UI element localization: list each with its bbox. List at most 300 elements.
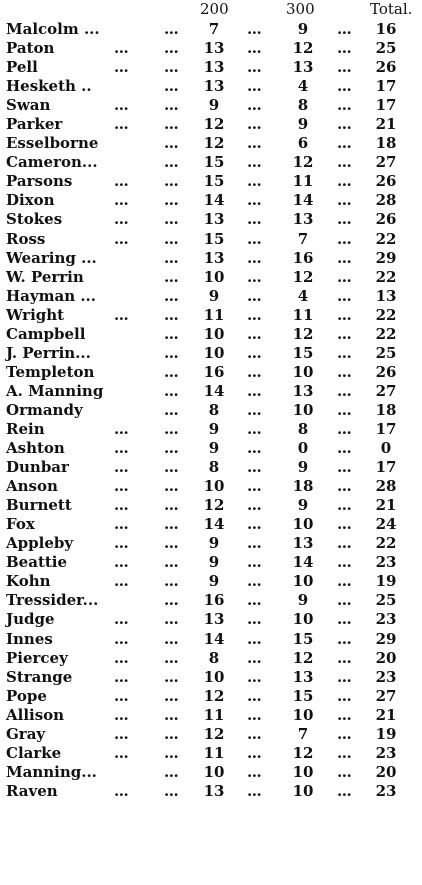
score-300: 13 (292, 381, 314, 400)
shooter-name: Hayman ... (6, 286, 96, 305)
leader-dots: ... (114, 58, 129, 77)
leader-dots: ... (247, 58, 262, 77)
score-200: 13 (203, 248, 225, 267)
score-total: 23 (375, 667, 397, 686)
score-total: 26 (375, 58, 397, 77)
score-300: 9 (297, 591, 309, 610)
score-300: 12 (292, 39, 314, 58)
shooter-name: Raven (6, 781, 58, 800)
leader-dots: ... (247, 20, 262, 38)
leader-dots: ... (247, 629, 262, 648)
score-300: 10 (292, 515, 314, 534)
leader-dots: ... (247, 686, 262, 705)
shooter-name: Paton (6, 39, 55, 58)
score-total: 13 (375, 286, 397, 305)
score-300: 13 (292, 58, 314, 77)
leader-dots: ... (114, 724, 129, 743)
shooter-name: Manning... (6, 762, 97, 781)
leader-dots: ... (114, 210, 129, 229)
leader-dots: ... (247, 553, 262, 572)
table-row (0, 153, 422, 172)
shooter-name: Stokes (6, 210, 63, 229)
leader-dots: ... (164, 115, 179, 134)
leader-dots: ... (337, 439, 352, 458)
table-row (0, 306, 422, 325)
score-300: 10 (292, 400, 314, 419)
score-total: 22 (375, 267, 397, 286)
score-total: 23 (375, 743, 397, 762)
score-200: 10 (203, 267, 225, 286)
leader-dots: ... (247, 77, 262, 96)
leader-dots: ... (114, 553, 129, 572)
leader-dots: ... (337, 153, 352, 172)
leader-dots: ... (247, 419, 262, 438)
score-total: 27 (375, 686, 397, 705)
leader-dots: ... (114, 534, 129, 553)
leader-dots: ... (337, 458, 352, 477)
leader-dots: ... (114, 419, 129, 438)
score-300: 12 (292, 153, 314, 172)
score-total: 19 (375, 572, 397, 591)
score-total: 28 (375, 191, 397, 210)
leader-dots: ... (114, 648, 129, 667)
table-row (0, 725, 422, 744)
leader-dots: ... (337, 267, 352, 286)
score-200: 14 (203, 191, 225, 210)
score-300: 10 (292, 762, 314, 781)
leader-dots: ... (247, 115, 262, 134)
leader-dots: ... (247, 191, 262, 210)
score-200: 10 (203, 343, 225, 362)
score-200: 8 (208, 648, 220, 667)
leader-dots: ... (247, 343, 262, 362)
table-row (0, 268, 422, 287)
leader-dots: ... (114, 667, 129, 686)
leader-dots: ... (337, 96, 352, 115)
leader-dots: ... (114, 781, 129, 800)
score-200: 14 (203, 629, 225, 648)
leader-dots: ... (114, 96, 129, 115)
leader-dots: ... (247, 248, 262, 267)
leader-dots: ... (164, 210, 179, 229)
score-200: 13 (203, 610, 225, 629)
table-row (0, 191, 422, 210)
shooter-name: Burnett (6, 496, 72, 515)
score-total: 25 (375, 39, 397, 58)
score-total: 17 (375, 96, 397, 115)
shooter-name: Piercey (6, 648, 68, 667)
leader-dots: ... (337, 210, 352, 229)
leader-dots: ... (247, 400, 262, 419)
shooter-name: J. Perrin... (6, 343, 91, 362)
table-row (0, 477, 422, 496)
leader-dots: ... (114, 743, 129, 762)
table-row (0, 515, 422, 534)
shooter-name: Cameron... (6, 153, 98, 172)
shooter-name: Swan (6, 96, 51, 115)
leader-dots: ... (164, 667, 179, 686)
leader-dots: ... (114, 439, 129, 458)
shooter-name: W. Perrin (6, 267, 84, 286)
score-200: 7 (208, 20, 220, 38)
score-200: 15 (203, 229, 225, 248)
leader-dots: ... (337, 324, 352, 343)
shooter-name: Clarke (6, 743, 62, 762)
leader-dots: ... (164, 191, 179, 210)
score-300: 18 (292, 477, 314, 496)
leader-dots: ... (247, 477, 262, 496)
leader-dots: ... (164, 496, 179, 515)
score-300: 9 (297, 20, 309, 38)
score-200: 9 (208, 96, 220, 115)
shooter-name: Dunbar (6, 458, 69, 477)
leader-dots: ... (164, 572, 179, 591)
leader-dots: ... (247, 39, 262, 58)
table-row (0, 782, 422, 801)
score-total: 20 (375, 762, 397, 781)
score-200: 16 (203, 591, 225, 610)
score-total: 17 (375, 458, 397, 477)
leader-dots: ... (247, 724, 262, 743)
leader-dots: ... (337, 534, 352, 553)
shooter-name: Campbell (6, 324, 86, 343)
shooter-name: Fox (6, 515, 35, 534)
score-200: 11 (203, 705, 225, 724)
score-200: 10 (203, 324, 225, 343)
score-300: 12 (292, 648, 314, 667)
score-300: 9 (297, 115, 309, 134)
shooter-name: Parsons (6, 172, 73, 191)
table-row (0, 572, 422, 591)
table-row (0, 287, 422, 306)
table-row (0, 668, 422, 687)
leader-dots: ... (337, 381, 352, 400)
score-total: 21 (375, 705, 397, 724)
score-200: 12 (203, 496, 225, 515)
score-total: 26 (375, 172, 397, 191)
score-300: 11 (292, 305, 314, 324)
leader-dots: ... (164, 39, 179, 58)
score-300: 13 (292, 534, 314, 553)
leader-dots: ... (337, 362, 352, 381)
shooter-name: Tressider... (6, 591, 99, 610)
leader-dots: ... (164, 286, 179, 305)
score-300: 7 (297, 229, 309, 248)
shooter-name: Beattie (6, 553, 68, 572)
leader-dots: ... (164, 705, 179, 724)
leader-dots: ... (114, 115, 129, 134)
table-row (0, 706, 422, 725)
leader-dots: ... (247, 210, 262, 229)
score-300: 10 (292, 781, 314, 800)
leader-dots: ... (164, 229, 179, 248)
shooter-name: Kohn (6, 572, 51, 591)
score-300: 4 (297, 286, 309, 305)
score-total: 29 (375, 629, 397, 648)
leader-dots: ... (114, 610, 129, 629)
table-row (0, 382, 422, 401)
leader-dots: ... (337, 705, 352, 724)
leader-dots: ... (164, 248, 179, 267)
score-300: 8 (297, 419, 309, 438)
leader-dots: ... (247, 572, 262, 591)
score-total: 23 (375, 610, 397, 629)
score-200: 13 (203, 210, 225, 229)
table-row (0, 96, 422, 115)
table-row (0, 325, 422, 344)
score-total: 23 (375, 781, 397, 800)
score-total: 27 (375, 153, 397, 172)
leader-dots: ... (337, 134, 352, 153)
score-300: 10 (292, 610, 314, 629)
leader-dots: ... (247, 515, 262, 534)
shooter-name: Anson (6, 477, 58, 496)
shooter-name: Pell (6, 58, 38, 77)
score-200: 10 (203, 762, 225, 781)
score-total: 21 (375, 115, 397, 134)
leader-dots: ... (164, 648, 179, 667)
table-row (0, 115, 422, 134)
leader-dots: ... (114, 172, 129, 191)
leader-dots: ... (164, 743, 179, 762)
score-total: 18 (375, 134, 397, 153)
table-row (0, 458, 422, 477)
shooter-name: A. Manning (6, 381, 104, 400)
leader-dots: ... (114, 39, 129, 58)
leader-dots: ... (247, 153, 262, 172)
table-row (0, 744, 422, 763)
shooter-name: Rein (6, 419, 45, 438)
score-200: 13 (203, 781, 225, 800)
score-300: 7 (297, 724, 309, 743)
shooter-name: Ashton (6, 439, 65, 458)
score-total: 29 (375, 248, 397, 267)
leader-dots: ... (247, 267, 262, 286)
leader-dots: ... (337, 515, 352, 534)
shooter-name: Allison (6, 705, 65, 724)
leader-dots: ... (247, 96, 262, 115)
leader-dots: ... (164, 515, 179, 534)
score-200: 13 (203, 58, 225, 77)
score-300: 12 (292, 267, 314, 286)
leader-dots: ... (164, 400, 179, 419)
header-total: Total. (370, 0, 413, 18)
score-200: 9 (208, 439, 220, 458)
table-row (0, 420, 422, 439)
score-200: 14 (203, 381, 225, 400)
table-row (0, 401, 422, 420)
leader-dots: ... (164, 781, 179, 800)
table-row (0, 249, 422, 268)
leader-dots: ... (247, 134, 262, 153)
leader-dots: ... (247, 324, 262, 343)
leader-dots: ... (337, 343, 352, 362)
score-total: 16 (375, 20, 397, 38)
leader-dots: ... (337, 305, 352, 324)
leader-dots: ... (337, 496, 352, 515)
score-300: 9 (297, 458, 309, 477)
score-total: 25 (375, 343, 397, 362)
shooter-name: Pope (6, 686, 47, 705)
leader-dots: ... (114, 458, 129, 477)
leader-dots: ... (164, 439, 179, 458)
leader-dots: ... (337, 648, 352, 667)
score-300: 4 (297, 77, 309, 96)
leader-dots: ... (164, 686, 179, 705)
leader-dots: ... (164, 591, 179, 610)
score-total: 25 (375, 591, 397, 610)
score-200: 12 (203, 686, 225, 705)
score-200: 12 (203, 724, 225, 743)
leader-dots: ... (164, 172, 179, 191)
score-200: 15 (203, 172, 225, 191)
score-total: 26 (375, 362, 397, 381)
table-row (0, 210, 422, 229)
score-300: 10 (292, 572, 314, 591)
table-row (0, 630, 422, 649)
shooter-name: Strange (6, 667, 73, 686)
leader-dots: ... (247, 591, 262, 610)
leader-dots: ... (337, 762, 352, 781)
leader-dots: ... (337, 229, 352, 248)
leader-dots: ... (114, 496, 129, 515)
leader-dots: ... (337, 667, 352, 686)
score-200: 9 (208, 286, 220, 305)
shooter-name: Templeton (6, 362, 95, 381)
score-200: 13 (203, 39, 225, 58)
score-200: 11 (203, 743, 225, 762)
score-200: 9 (208, 572, 220, 591)
leader-dots: ... (164, 20, 179, 38)
table-row (0, 763, 422, 782)
shooter-name: Malcolm ... (6, 20, 100, 38)
score-300: 14 (292, 553, 314, 572)
leader-dots: ... (337, 115, 352, 134)
score-total: 24 (375, 515, 397, 534)
leader-dots: ... (164, 77, 179, 96)
leader-dots: ... (247, 362, 262, 381)
leader-dots: ... (164, 762, 179, 781)
score-total: 27 (375, 381, 397, 400)
leader-dots: ... (247, 667, 262, 686)
leader-dots: ... (337, 286, 352, 305)
table-row (0, 610, 422, 629)
leader-dots: ... (164, 419, 179, 438)
leader-dots: ... (247, 229, 262, 248)
score-300: 10 (292, 705, 314, 724)
score-total: 17 (375, 77, 397, 96)
score-total: 28 (375, 477, 397, 496)
leader-dots: ... (114, 191, 129, 210)
score-total: 22 (375, 324, 397, 343)
leader-dots: ... (337, 248, 352, 267)
score-200: 13 (203, 77, 225, 96)
leader-dots: ... (164, 724, 179, 743)
leader-dots: ... (337, 172, 352, 191)
shooter-name: Dixon (6, 191, 55, 210)
leader-dots: ... (247, 439, 262, 458)
score-total: 0 (380, 439, 392, 458)
table-row (0, 20, 422, 39)
score-300: 6 (297, 134, 309, 153)
leader-dots: ... (337, 743, 352, 762)
table-row (0, 134, 422, 153)
leader-dots: ... (247, 534, 262, 553)
score-total: 20 (375, 648, 397, 667)
table-row (0, 230, 422, 249)
table-body (0, 20, 422, 801)
leader-dots: ... (164, 153, 179, 172)
shooter-name: Ross (6, 229, 46, 248)
leader-dots: ... (247, 305, 262, 324)
leader-dots: ... (247, 458, 262, 477)
leader-dots: ... (247, 496, 262, 515)
leader-dots: ... (164, 267, 179, 286)
score-300: 14 (292, 191, 314, 210)
table-header (0, 0, 422, 18)
score-300: 13 (292, 210, 314, 229)
leader-dots: ... (247, 743, 262, 762)
shooter-name: Hesketh .. (6, 77, 92, 96)
leader-dots: ... (247, 286, 262, 305)
leader-dots: ... (164, 343, 179, 362)
score-200: 9 (208, 553, 220, 572)
shooter-name: Judge (6, 610, 55, 629)
shooter-name: Gray (6, 724, 46, 743)
score-200: 9 (208, 534, 220, 553)
leader-dots: ... (247, 381, 262, 400)
leader-dots: ... (114, 515, 129, 534)
leader-dots: ... (164, 534, 179, 553)
leader-dots: ... (114, 686, 129, 705)
score-200: 9 (208, 419, 220, 438)
leader-dots: ... (337, 781, 352, 800)
score-300: 9 (297, 496, 309, 515)
leader-dots: ... (337, 191, 352, 210)
table-row (0, 77, 422, 96)
shooter-name: Ormandy (6, 400, 83, 419)
shooter-name: Appleby (6, 534, 74, 553)
leader-dots: ... (337, 58, 352, 77)
table-row (0, 172, 422, 191)
score-200: 12 (203, 134, 225, 153)
leader-dots: ... (247, 762, 262, 781)
table-row (0, 496, 422, 515)
score-300: 16 (292, 248, 314, 267)
leader-dots: ... (337, 724, 352, 743)
score-total: 21 (375, 496, 397, 515)
score-300: 13 (292, 667, 314, 686)
leader-dots: ... (164, 305, 179, 324)
leader-dots: ... (337, 77, 352, 96)
leader-dots: ... (337, 591, 352, 610)
leader-dots: ... (114, 705, 129, 724)
leader-dots: ... (247, 648, 262, 667)
header-200: 200 (200, 0, 229, 18)
score-total: 22 (375, 229, 397, 248)
table-row (0, 439, 422, 458)
score-200: 10 (203, 667, 225, 686)
leader-dots: ... (337, 610, 352, 629)
leader-dots: ... (164, 553, 179, 572)
leader-dots: ... (114, 572, 129, 591)
score-200: 11 (203, 305, 225, 324)
score-total: 18 (375, 400, 397, 419)
leader-dots: ... (114, 305, 129, 324)
leader-dots: ... (114, 629, 129, 648)
leader-dots: ... (164, 324, 179, 343)
score-300: 8 (297, 96, 309, 115)
